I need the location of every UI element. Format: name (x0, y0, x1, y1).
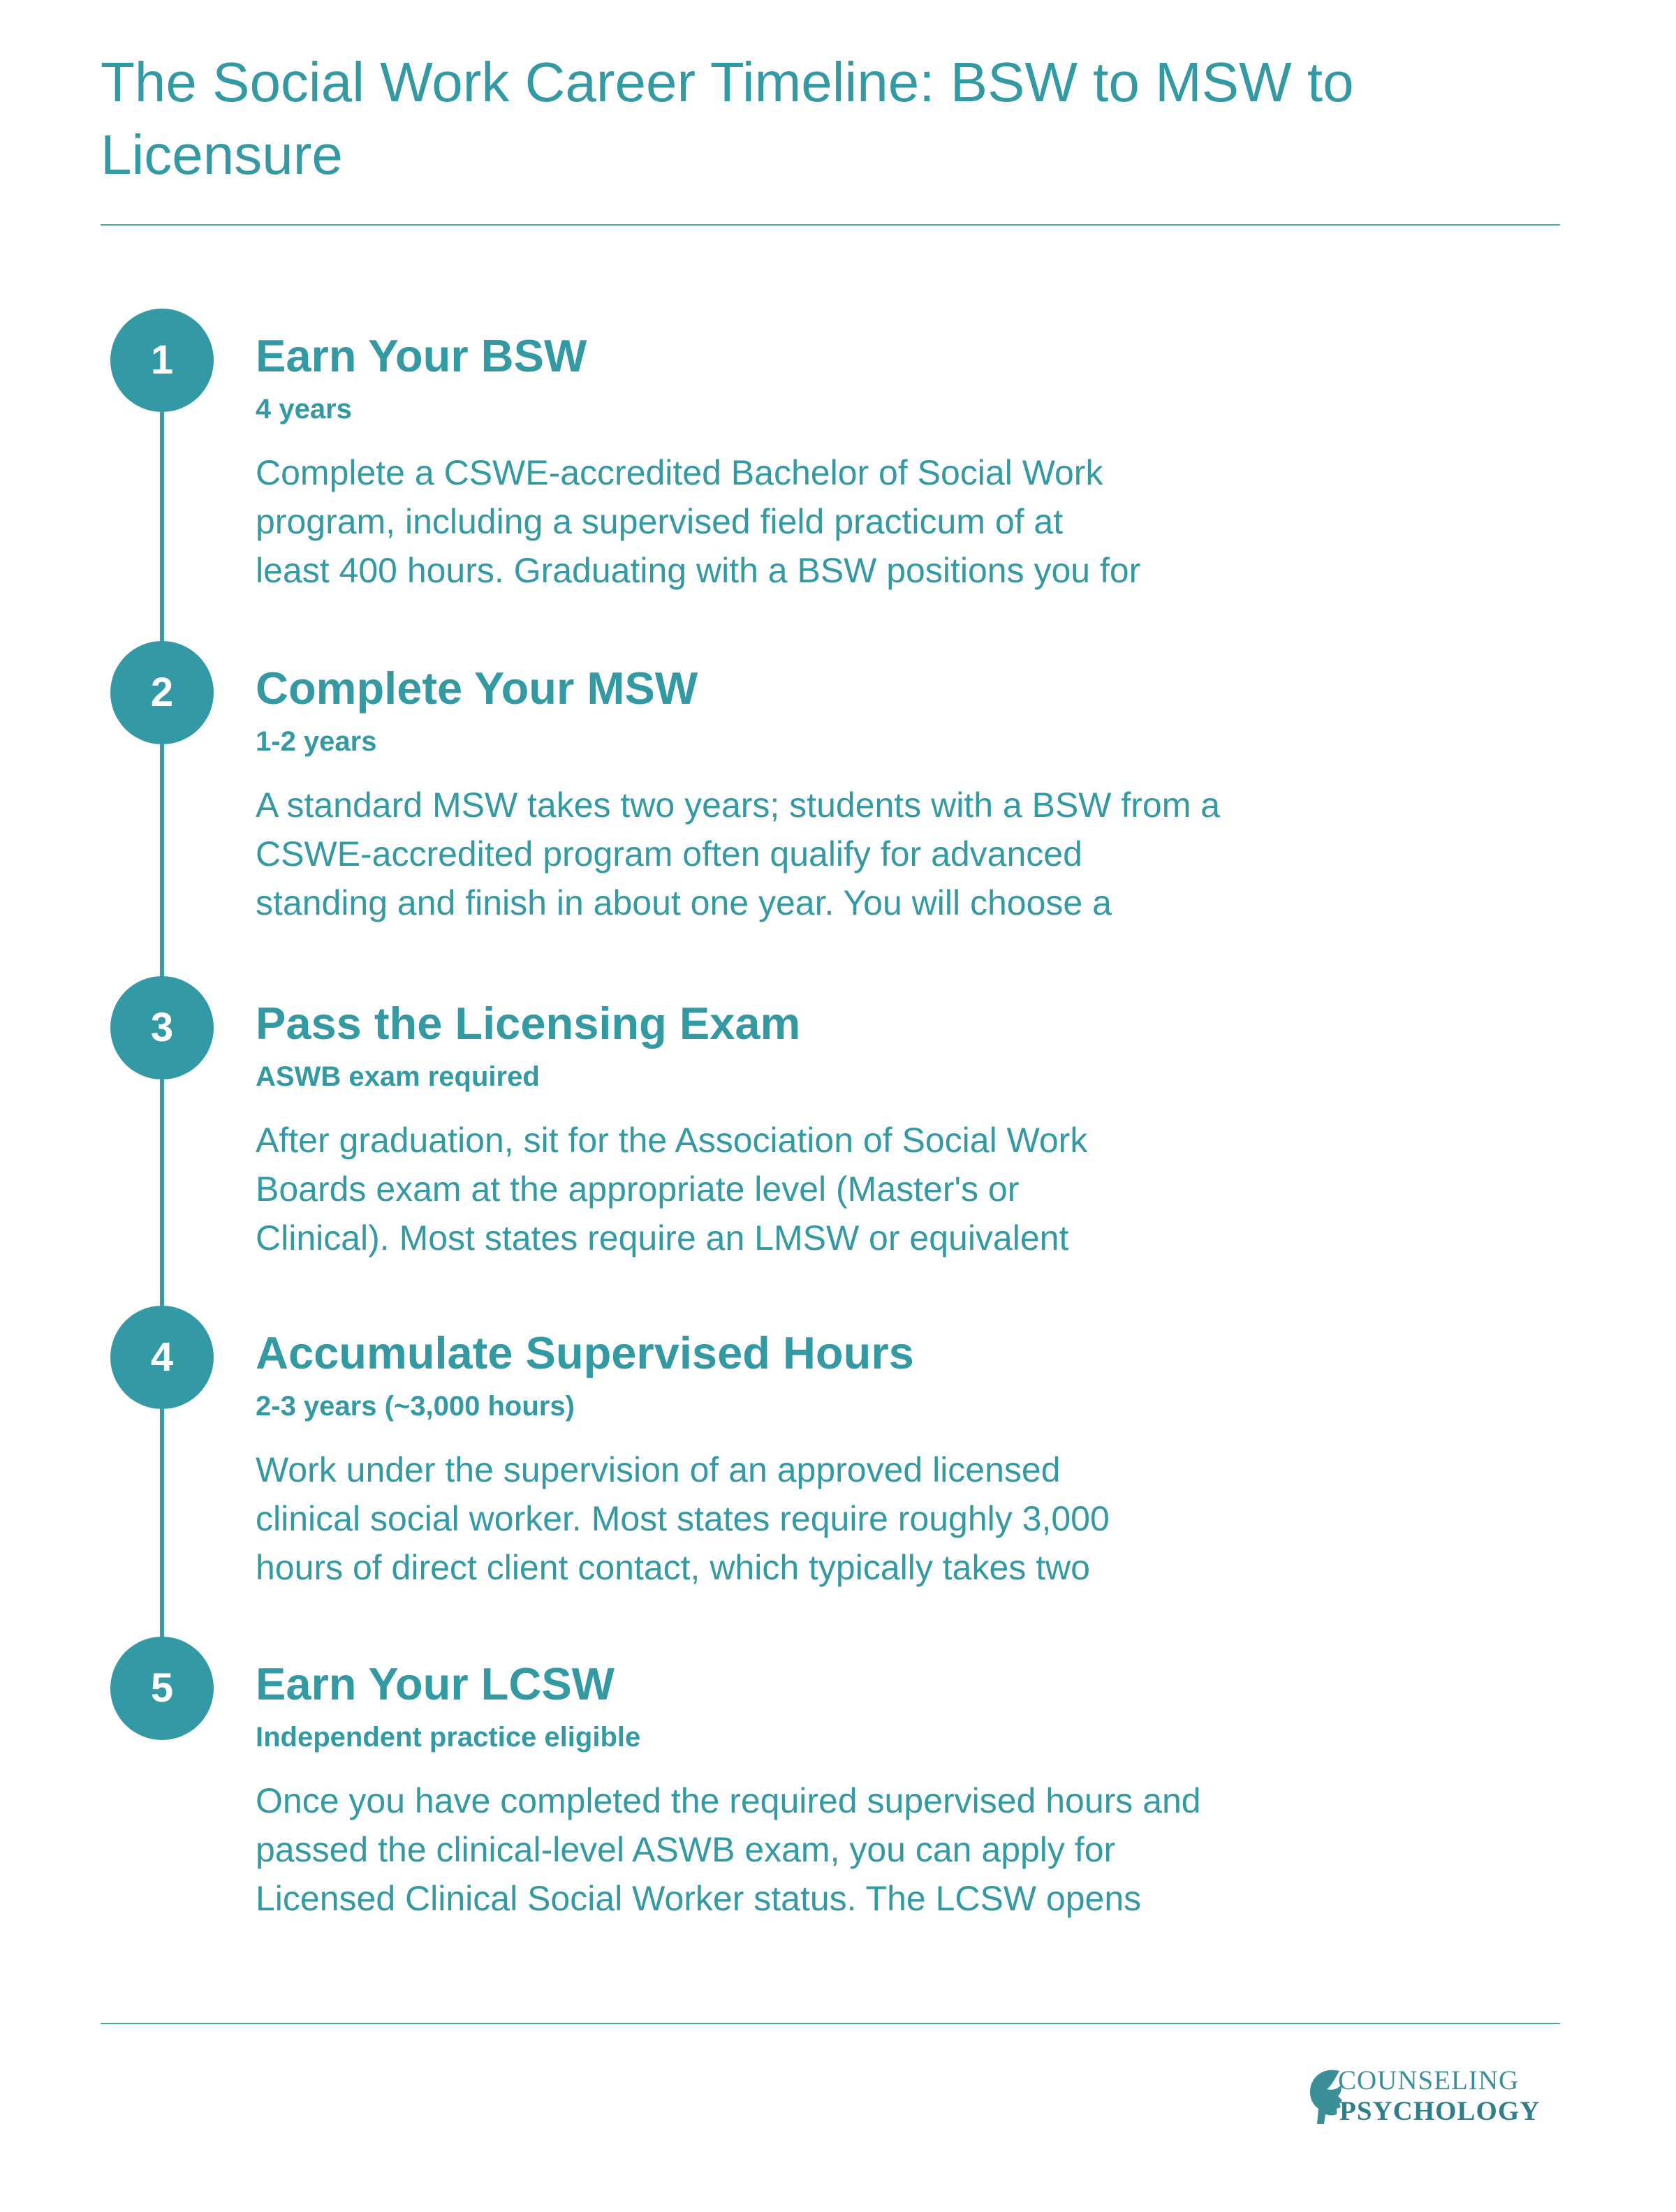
step-description (256, 1776, 1401, 1923)
step-description-line: Licensed Clinical Social Worker status. The LCSW opens (256, 1879, 1142, 1918)
page-title: The Social Work Career Timeline: BSW to MSW to Licensure (101, 51, 1354, 186)
logo-text-line1: COUNSELING (1338, 2065, 1520, 2095)
step-title: Earn Your BSW (256, 330, 587, 381)
step-title: Complete Your MSW (256, 663, 698, 714)
timeline-step-3 (0, 976, 1676, 1283)
step-description-line: Complete a CSWE-accredited Bachelor of Social Work (256, 453, 1103, 492)
step-description-line: After graduation, sit for the Association of Social Work (256, 1121, 1088, 1160)
timeline-step-2 (0, 641, 1676, 948)
step-duration: 2-3 years (~3,000 hours) (256, 1391, 575, 1422)
step-description-line: passed the clinical-level ASWB exam, you can apply for (256, 1830, 1116, 1869)
step-duration: ASWB exam required (256, 1061, 540, 1092)
step-number-badge: 2 (110, 641, 214, 744)
step-number-badge: 1 (110, 309, 214, 412)
step-description-line: Boards exam at the appropriate level (Master's or (256, 1170, 1020, 1209)
step-title: Accumulate Supervised Hours (256, 1327, 914, 1378)
step-description-line: Clinical). Most states require an LMSW or equivalent (256, 1218, 1069, 1258)
timeline-step-5 (0, 1637, 1676, 1944)
step-number-badge: 3 (110, 976, 214, 1079)
step-number-badge: 5 (110, 1637, 214, 1740)
step-description-line: Work under the supervision of an approved licensed (256, 1450, 1061, 1489)
step-description (256, 1445, 1401, 1592)
step-description-line: hours of direct client contact, which typically takes two (256, 1548, 1090, 1587)
step-description-line: A standard MSW takes two years; students with a BSW from a (256, 786, 1221, 825)
step-description-line: program, including a supervised field practicum of at (256, 502, 1064, 541)
logo-text-line2: PSYCHOLOGY (1339, 2096, 1541, 2126)
step-duration: 1-2 years (256, 726, 377, 757)
step-duration: Independent practice eligible (256, 1722, 641, 1753)
step-duration: 4 years (256, 394, 352, 425)
step-description-line: Once you have completed the required supervised hours and (256, 1781, 1201, 1820)
step-description-line: clinical social worker. Most states require roughly 3,000 (256, 1499, 1110, 1538)
step-description (256, 781, 1401, 927)
step-description-line: standing and finish in about one year. You will choose a (256, 883, 1112, 922)
step-description (256, 448, 1401, 595)
step-description (256, 1116, 1401, 1262)
step-description-line: least 400 hours. Graduating with a BSW positions you for (256, 551, 1141, 590)
step-title: Pass the Licensing Exam (256, 998, 801, 1049)
step-title: Earn Your LCSW (256, 1658, 615, 1709)
timeline-step-1 (0, 309, 1676, 616)
counseling-psychology-logo (1303, 2061, 1554, 2131)
step-description-line: CSWE-accredited program often qualify for advanced (256, 834, 1082, 873)
footer-divider (101, 2023, 1560, 2024)
timeline-step-4 (0, 1306, 1676, 1613)
step-number-badge: 4 (110, 1306, 214, 1409)
